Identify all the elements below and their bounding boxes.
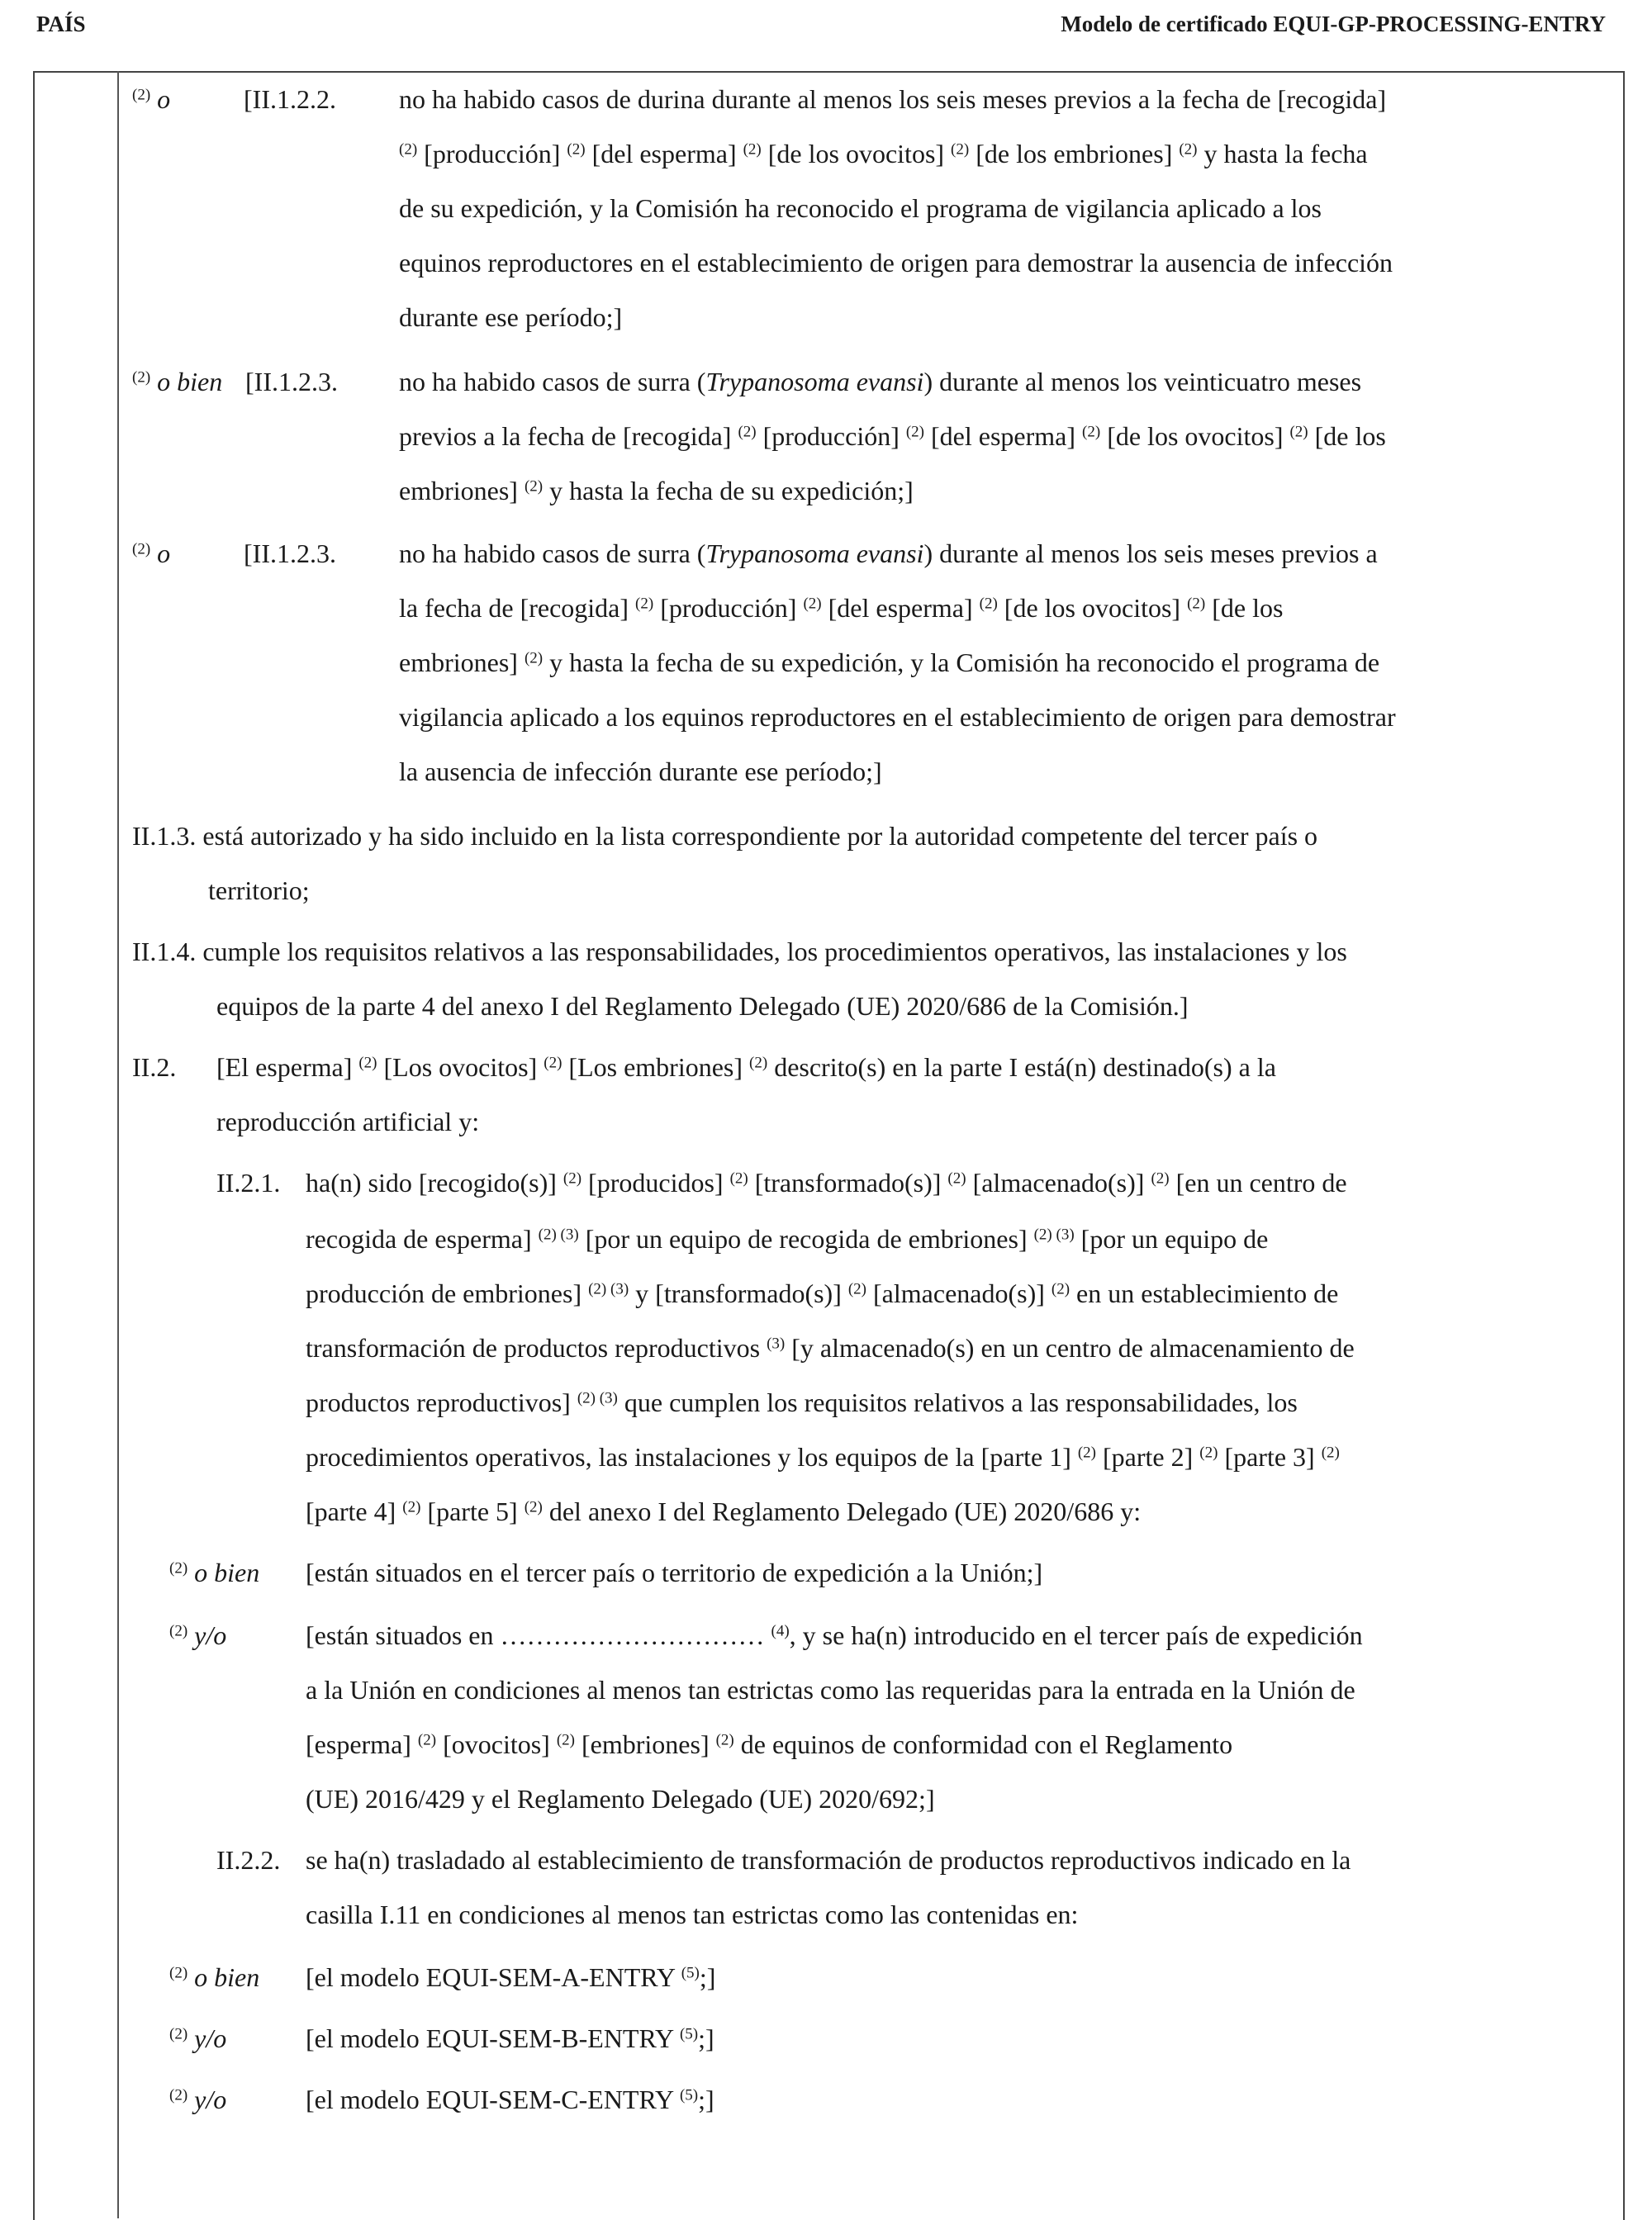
clause-id: [II.1.2.3. [244, 538, 336, 568]
text-line: a la Unión en condiciones al menos tan estrictas como las requeridas para la entrada en la Unión de [306, 1675, 1355, 1705]
clause-id: II.2.2. [216, 1845, 281, 1875]
text-line: embriones] $^{(2)}$ y hasta la fecha de su expedición, y la Comisión ha reconocido el programa de [399, 648, 1380, 677]
model-equi-sem-a: [el modelo EQUI-SEM-A-ENTRY $^{(5)}$;] [306, 1962, 716, 1992]
text-line: la fecha de [recogida] $^{(2)}$ [producción] $^{(2)}$ [del esperma] $^{(2)}$ [de los ovocitos] $^{(2)}$ [de los [399, 593, 1284, 623]
text-line: [están situados en ………………………… $^{(4)}$, y se ha(n) introducido en el tercer país de expedición [306, 1620, 1363, 1650]
text-line: equinos reproductores en el establecimiento de origen para demostrar la ausencia de infección [399, 248, 1393, 278]
option-marker: $^{(2)}$ y/o [169, 2085, 227, 2114]
text-line: no ha habido casos de durina durante al menos los seis meses previos a la fecha de [recogida] [399, 84, 1387, 114]
clause-id: [II.1.2.3. [245, 367, 338, 396]
option-marker: $^{(2)}$ o bien [132, 367, 223, 396]
country-header: PAÍS [36, 12, 86, 36]
text-line: [parte 4] $^{(2)}$ [parte 5] $^{(2)}$ del anexo I del Reglamento Delegado (UE) 2020/686 y: [306, 1497, 1142, 1526]
text-line: procedimientos operativos, las instalaciones y los equipos de la [parte 1] $^{(2)}$ [parte 2] $^{(2)}$ [parte 3] $^{(2)}$ [306, 1442, 1340, 1472]
option-marker: $^{(2)}$ o bien [169, 1558, 260, 1587]
text-line: producción de embriones] $^{(2) (3)}$ y [transformado(s)] $^{(2)}$ [almacenado(s)] $^{(2)}$ en un establecimiento de [306, 1278, 1339, 1308]
option-marker: $^{(2)}$ o [132, 84, 171, 114]
text-line: ha(n) sido [recogido(s)] $^{(2)}$ [producidos] $^{(2)}$ [transformado(s)] $^{(2)}$ [almacenado(s)] $^{(2)}$ [en un centro de [306, 1168, 1347, 1198]
text-line: casilla I.11 en condiciones al menos tan estrictas como las contenidas en: [306, 1900, 1079, 1929]
text-line: no ha habido casos de surra (Trypanosoma evansi) durante al menos los seis meses previos a [399, 538, 1378, 568]
option-marker: $^{(2)}$ y/o [169, 1620, 227, 1650]
text-line: reproducción artificial y: [216, 1107, 480, 1136]
text-line: transformación de productos reproductivos $^{(3)}$ [y almacenado(s) en un centro de almacenamiento de [306, 1333, 1355, 1363]
text-line: equipos de la parte 4 del anexo I del Reglamento Delegado (UE) 2020/686 de la Comisión.] [216, 991, 1189, 1021]
model-equi-sem-b: [el modelo EQUI-SEM-B-ENTRY $^{(5)}$;] [306, 2023, 714, 2053]
option-marker: $^{(2)}$ o bien [169, 1962, 260, 1992]
text-line: vigilancia aplicado a los equinos reproductores en el establecimiento de origen para demostrar [399, 702, 1396, 732]
text-line: [El esperma] $^{(2)}$ [Los ovocitos] $^{(2)}$ [Los embriones] $^{(2)}$ descrito(s) en la parte I está(n) destinado(s) a la [216, 1052, 1276, 1082]
text-line: (UE) 2016/429 y el Reglamento Delegado (UE) 2020/692;] [306, 1784, 935, 1814]
clause-id: II.2.1. [216, 1168, 281, 1198]
clause-id: II.2. [132, 1052, 177, 1082]
clause-id: [II.1.2.2. [244, 84, 336, 114]
text-line: de su expedición, y la Comisión ha reconocido el programa de vigilancia aplicado a los [399, 193, 1322, 223]
text-line: [están situados en el tercer país o territorio de expedición a la Unión;] [306, 1558, 1043, 1587]
text-line: [esperma] $^{(2)}$ [ovocitos] $^{(2)}$ [embriones] $^{(2)}$ de equinos de conformidad con el Reglamento [306, 1729, 1233, 1759]
text-line: durante ese período;] [399, 302, 623, 332]
clause-II-1-4: II.1.4. cumple los requisitos relativos a las responsabilidades, los procedimientos operativos, las instalaciones y los [132, 937, 1347, 966]
model-equi-sem-c: [el modelo EQUI-SEM-C-ENTRY $^{(5)}$;] [306, 2085, 714, 2114]
text-line: previos a la fecha de [recogida] $^{(2)}$ [producción] $^{(2)}$ [del esperma] $^{(2)}$ [de los ovocitos] $^{(2)}$ [de los [399, 421, 1386, 451]
certificate-model-header: Modelo de certificado EQUI-GP-PROCESSING-ENTRY [1061, 12, 1606, 36]
text-line: territorio; [208, 875, 310, 905]
text-line: productos reproductivos] $^{(2) (3)}$ que cumplen los requisitos relativos a las responsabilidades, los [306, 1388, 1298, 1417]
option-marker: $^{(2)}$ o [132, 538, 171, 568]
left-column-divider [117, 71, 119, 2218]
text-line: embriones] $^{(2)}$ y hasta la fecha de su expedición;] [399, 476, 914, 505]
text-line: se ha(n) trasladado al establecimiento de transformación de productos reproductivos indicado en la [306, 1845, 1351, 1875]
clause-II-1-3: II.1.3. está autorizado y ha sido incluido en la lista correspondiente por la autoridad competente del tercer país o [132, 821, 1318, 851]
text-line: $^{(2)}$ [producción] $^{(2)}$ [del esperma] $^{(2)}$ [de los ovocitos] $^{(2)}$ [de los embriones] $^{(2)}$ y hasta la fecha [399, 139, 1368, 168]
text-line: no ha habido casos de surra (Trypanosoma evansi) durante al menos los veinticuatro meses [399, 367, 1362, 396]
option-marker: $^{(2)}$ y/o [169, 2023, 227, 2053]
text-line: recogida de esperma] $^{(2) (3)}$ [por un equipo de recogida de embriones] $^{(2) (3)}$ [por un equipo de [306, 1224, 1269, 1254]
text-line: la ausencia de infección durante ese período;] [399, 757, 882, 786]
